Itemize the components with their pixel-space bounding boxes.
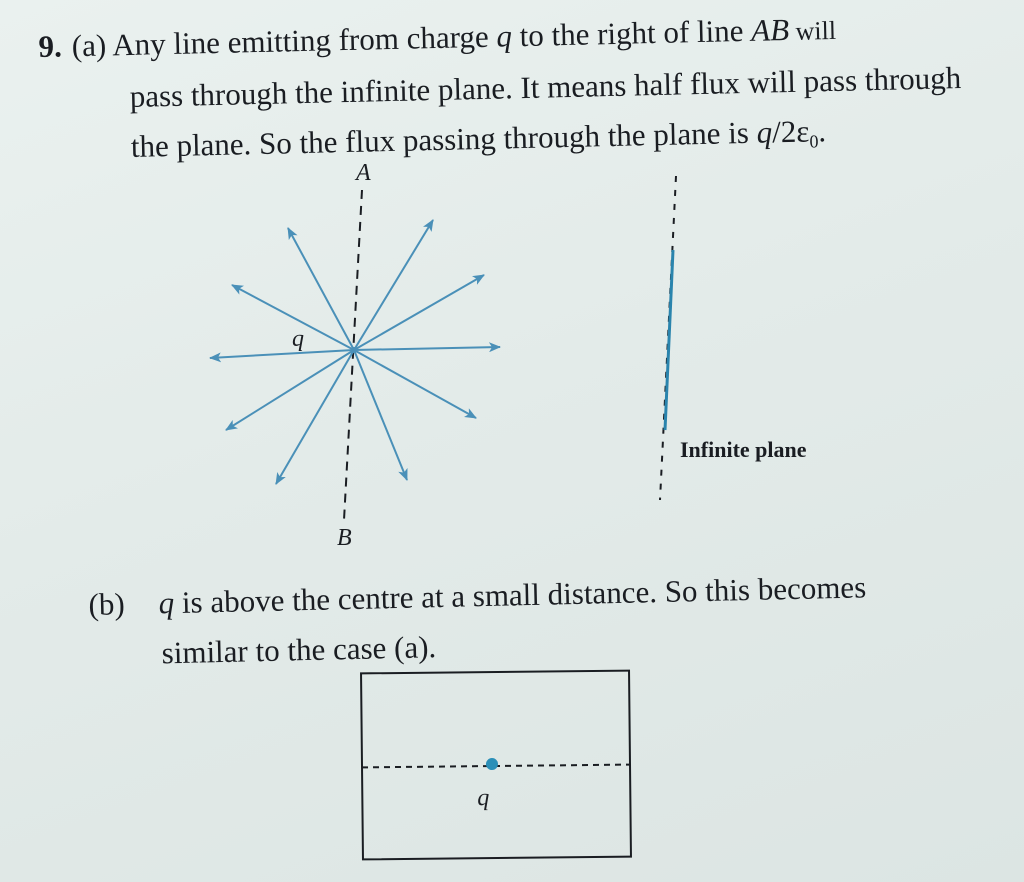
line-ab-var: AB (750, 11, 790, 48)
charge-point-b (486, 758, 498, 770)
charge-var: q (495, 18, 513, 54)
flux-formula-subscript: 0 (809, 131, 819, 152)
flux-formula-denominator: /2ε (771, 113, 810, 150)
field-line-arrow-10 (276, 350, 354, 484)
part-b-paragraph (88, 559, 1010, 680)
field-line-arrow-9 (354, 350, 407, 480)
field-line-arrow-3 (354, 220, 433, 350)
label-a: A (356, 160, 371, 186)
charge-point-a (351, 347, 357, 353)
label-charge-a: q (292, 326, 304, 352)
part-a-line-2: pass through the infinite plane. It means half flux will pass through (129, 60, 962, 114)
part-a-text-1b: to the right of line (511, 12, 752, 54)
label-charge-b: q (477, 785, 490, 812)
part-b-line-2: similar to the case (a). (161, 629, 437, 671)
part-a-text-3-end: . (817, 113, 827, 149)
field-line-arrow-2 (210, 350, 354, 358)
field-line-arrow-1 (354, 347, 500, 350)
field-line-arrow-5 (354, 275, 484, 350)
infinite-plane (665, 250, 673, 430)
label-b: B (337, 525, 352, 551)
part-a-tag: (a) (71, 27, 107, 64)
label-infinite-plane: Infinite plane (680, 437, 807, 462)
part-b-charge-var: q (158, 585, 175, 621)
field-line-arrow-8 (226, 350, 354, 430)
part-a-text-1: Any line emitting from charge (111, 18, 497, 63)
field-line-arrow-7 (354, 350, 476, 418)
part-a-text-3: the plane. So the flux passing through the plane is (130, 114, 758, 164)
question-number: 9. (38, 28, 63, 64)
diagram-b (361, 671, 631, 860)
part-a-text-1c: will (788, 15, 837, 46)
part-b-tag: (b) (88, 586, 126, 622)
part-b-text-1: is above the centre at a small distance. So this becomes (173, 569, 867, 621)
flux-formula-q: q (756, 114, 773, 150)
